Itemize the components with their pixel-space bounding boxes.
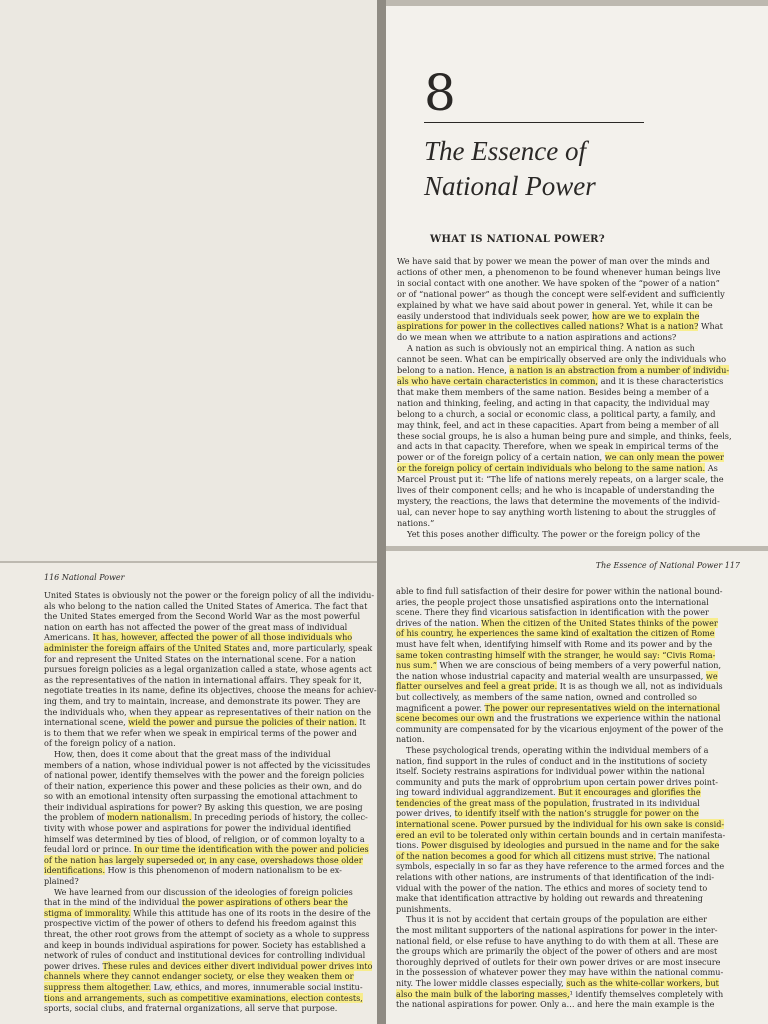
- running-head: The Essence of National Power 117: [595, 561, 740, 570]
- chapter-number: 8: [424, 64, 456, 122]
- highlighted-text: we: [705, 670, 718, 681]
- text-line: [44, 654, 362, 665]
- text-line: [44, 738, 362, 749]
- book-gutter: [377, 0, 386, 1024]
- text-line: [44, 865, 362, 876]
- text-line: [44, 770, 365, 781]
- text-segment: What: [698, 321, 723, 332]
- highlighted-text: suppress them altogether.: [44, 981, 152, 992]
- text-segment: We have said that by power we mean the power of man over the minds and: [397, 256, 710, 266]
- text-segment: explained by what we have said about power in general. Yet, while it can be: [397, 299, 713, 310]
- text-line: [396, 893, 736, 904]
- text-line: [396, 914, 736, 925]
- chapter-title: [424, 134, 744, 204]
- text-line: [44, 632, 362, 643]
- highlighted-text: aspirations for power in the collectives called nations? What is a nation?: [397, 321, 699, 332]
- text-segment: belong to a church, a social or economic class, a political party, a family, and: [397, 408, 716, 419]
- text-line: [396, 904, 736, 915]
- text-line: [396, 787, 736, 798]
- text-segment: nation and thinking, feeling, and acting in that capacity, the individual may: [397, 397, 710, 408]
- text-segment: must have felt when, identifying himself with Rome and its power and by the: [396, 638, 713, 649]
- text-segment: the problem of: [44, 812, 107, 823]
- text-line: [397, 256, 747, 267]
- text-segment: ual, can never hope to say anything worth listening to about the struggles of: [397, 506, 716, 517]
- text-segment: or of “national power” as though the concept were self-evident and sufficiently: [397, 288, 725, 299]
- text-line: [44, 939, 366, 951]
- text-segment: easily understood that individuals seek power,: [397, 310, 592, 321]
- text-line: [397, 311, 747, 322]
- text-segment: ing toward individual aggrandizement.: [396, 787, 559, 798]
- text-segment: belong to a nation. Hence,: [397, 365, 510, 376]
- text-segment: nity. The lower middle classes especially,: [396, 977, 567, 988]
- text-segment: for and represent the United States on the international scene. For a nation: [44, 653, 356, 664]
- text-line: [44, 823, 362, 834]
- text-segment: and acts in that capacity. Therefore, when we speak in empirical terms of the: [397, 441, 719, 452]
- highlighted-text: stigma of immorality.: [44, 907, 131, 918]
- text-segment: make that identification attractive by holding out rewards and threatening: [396, 893, 703, 904]
- text-line: [396, 925, 736, 936]
- text-line: [396, 872, 736, 883]
- highlighted-text: same token contrasting himself with the stranger, he would say: “Civis Roma-: [396, 649, 716, 660]
- text-line: [44, 844, 369, 855]
- text-line: [396, 946, 736, 957]
- text-line: [44, 887, 362, 898]
- text-segment: thoroughly deprived of outlets for their own power drives or are most insecure: [396, 956, 721, 967]
- text-segment: symbols, especially in so far as they have reference to the armed forces and the: [396, 861, 725, 872]
- text-segment: It is as though we all, not as individuals: [557, 681, 723, 692]
- text-segment: Marcel Proust put it: “The life of nations merely repeats, on a larger scale, the: [397, 474, 724, 485]
- text-line: [44, 664, 372, 675]
- text-line: [396, 597, 736, 608]
- chapter-opening-page: [386, 6, 768, 546]
- text-segment: himself was determined by ties of blood, of religion, or of common loyalty to a: [44, 833, 365, 844]
- text-segment: mystery, the reactions, the laws that determine the movements of the individ-: [397, 495, 720, 506]
- text-segment: United States is obviously not the power or the foreign policy of all the individu-: [44, 590, 375, 600]
- text-segment: lives of their component cells; and he who is incapable of understanding the: [397, 485, 715, 496]
- text-line: [44, 600, 368, 612]
- text-segment: scene. There they find vicarious satisfaction in identification with the power: [396, 607, 709, 618]
- text-line: [397, 354, 747, 365]
- text-line: [396, 734, 736, 745]
- text-line: [396, 756, 736, 767]
- text-line: [396, 671, 736, 682]
- text-line: [44, 833, 365, 845]
- text-line: [396, 830, 736, 841]
- text-line: [396, 692, 736, 703]
- text-segment: As: [705, 463, 718, 474]
- text-line: [44, 812, 368, 823]
- text-segment: drives of the nation.: [396, 617, 482, 628]
- text-segment: that make them members of the same nation. Besides being a member of a: [397, 386, 709, 397]
- text-segment: of the foreign policy of a nation.: [44, 738, 176, 749]
- text-segment: the most militant supporters of the national aspirations for power in the inter-: [396, 925, 718, 935]
- text-segment: international scene,: [44, 717, 129, 728]
- text-segment: While this attitude has one of its roots in the desire of the: [130, 907, 371, 918]
- text-segment: the groups which are primarily the object of the power of others and are most: [396, 946, 718, 957]
- text-line: [44, 781, 362, 792]
- text-line: [396, 819, 736, 830]
- text-line: [396, 989, 736, 1000]
- body-text: [44, 590, 377, 1014]
- text-line: [44, 1003, 362, 1014]
- text-line: [396, 745, 736, 756]
- highlighted-text: modern nationalism.: [107, 812, 192, 823]
- body-text: [396, 586, 736, 1010]
- section-heading: WHAT IS NATIONAL POWER?: [430, 234, 605, 245]
- text-segment: nation, find support in the rules of conduct and in the institutions of society: [396, 755, 708, 766]
- text-segment: do we mean when we attribute to a nation aspirations and actions?: [397, 332, 677, 343]
- text-line: [396, 724, 736, 735]
- text-line: [397, 376, 747, 387]
- text-line: [397, 365, 747, 376]
- text-segment: community and puts the mark of opprobrium upon certain power drives point-: [396, 776, 719, 787]
- highlighted-text: ered an evil to be tolerated only within certain bounds: [396, 829, 620, 840]
- text-segment: pursues foreign policies as a legal organization called a state, whose agents act: [44, 664, 372, 675]
- text-line: [397, 343, 747, 354]
- text-segment: Yet this poses another difficulty. The power or the foreign policy of the: [407, 528, 701, 539]
- text-segment: the nation whose industrial capacity and material wealth are unsurpassed,: [396, 670, 706, 681]
- text-segment: these social groups, he is also a human being pure and simple, and thinks, feels,: [397, 430, 732, 441]
- text-segment: relations with other nations, are instruments of that identification of the indi-: [396, 872, 715, 883]
- text-segment: vidual with the power of the nation. The ethics and mores of society tend to: [396, 882, 708, 893]
- text-segment: These psychological trends, operating within the individual members of a: [406, 744, 709, 755]
- text-line: [396, 639, 736, 650]
- text-line: [44, 960, 373, 972]
- highlighted-text: als who have certain characteristics in common,: [397, 375, 598, 386]
- highlighted-text: tendencies of the great mass of the population,: [396, 797, 590, 808]
- text-line: [396, 713, 736, 724]
- text-line: [44, 993, 362, 1004]
- highlighted-text: identifications.: [44, 865, 106, 876]
- text-line: [396, 798, 736, 809]
- highlighted-text: But it encourages and glorifies the: [558, 787, 701, 798]
- text-line: [397, 289, 747, 300]
- text-segment: able to find full satisfaction of their desire for power within the national bound-: [396, 586, 723, 596]
- text-line: [44, 749, 362, 760]
- text-segment: magnificent a power.: [396, 702, 485, 713]
- highlighted-text: nus sum.”: [396, 660, 437, 671]
- highlighted-text: administer the foreign affairs of the United States: [44, 642, 250, 653]
- text-line: [44, 728, 362, 739]
- text-segment: prospective victim of the power of others to defend his freedom against this: [44, 918, 357, 929]
- highlighted-text: a nation is an abstraction from a number of individu-: [509, 365, 730, 376]
- highlighted-text: of his country, he experiences the same kind of exaltation the citizen of Rome: [396, 628, 715, 639]
- text-segment: actions of other men, a phenomenon to be found whenever human beings live: [397, 266, 721, 277]
- text-line: [397, 474, 747, 485]
- text-segment: members of a nation, whose individual power is not affected by the vicissitudes: [44, 759, 371, 770]
- highlighted-text: scene becomes our own: [396, 713, 495, 724]
- text-segment: ¹ identify themselves completely with: [569, 988, 724, 999]
- text-line: [397, 398, 747, 409]
- text-line: [396, 586, 736, 597]
- text-segment: tions.: [396, 840, 422, 851]
- highlighted-text: international scene. Power pursued by the individual for his own sake is consid-: [396, 819, 725, 830]
- highlighted-text: These rules and devices either divert individual power drives into: [102, 960, 373, 971]
- highlighted-text: to identify itself with the nation’s struggle for power on the: [454, 808, 699, 819]
- text-line: [44, 590, 375, 601]
- highlighted-text: or the foreign policy of certain individuals who belong to the same nation.: [397, 463, 706, 474]
- text-line: [44, 759, 371, 771]
- text-segment: the national aspirations for power. Only a… and here the main example is the: [396, 999, 715, 1010]
- text-segment: When we are conscious of being members of a very powerful nation,: [436, 660, 722, 671]
- text-line: [44, 971, 362, 982]
- text-segment: and keep in bounds individual aspirations for power. Society has established a: [44, 939, 366, 950]
- text-segment: itself. Society restrains aspirations for individual power within the national: [396, 766, 705, 777]
- text-line: [44, 855, 362, 866]
- text-segment: Americans.: [44, 632, 93, 643]
- body-text: [397, 256, 747, 540]
- text-line: [396, 999, 736, 1010]
- text-line: [396, 777, 736, 788]
- text-segment: of national power, identify themselves with the power and the foreign policies: [44, 770, 365, 781]
- highlighted-text: wield the power and pursue the policies of their nation.: [128, 717, 357, 728]
- text-segment: How is this phenomenon of modern nationalism to be ex-: [105, 865, 342, 876]
- text-line: [397, 485, 747, 496]
- running-head: 116 National Power: [44, 573, 125, 582]
- text-segment: power drives.: [44, 960, 103, 971]
- text-line: [396, 957, 736, 968]
- text-segment: How, then, does it come about that the great mass of the individual: [54, 748, 331, 759]
- blank-page-top-left: [0, 0, 377, 561]
- text-line: [44, 950, 366, 961]
- highlighted-text: When the citizen of the United States thinks of the power: [481, 617, 718, 628]
- text-line: [397, 300, 747, 311]
- text-segment: We have learned from our discussion of the ideologies of foreign policies: [54, 886, 353, 897]
- text-line: [44, 918, 362, 929]
- text-line: [44, 717, 366, 728]
- text-segment: Law, ethics, and mores, innumerable social institu-: [151, 981, 363, 992]
- text-segment: is to them that we refer when we speak in empirical terms of the power and: [44, 727, 357, 738]
- text-segment: als who belong to the nation called the United States of America. The fact that: [44, 600, 368, 611]
- text-segment: frustrated in its individual: [589, 797, 700, 808]
- text-segment: and the frustrations we experience within the national: [494, 713, 721, 724]
- text-line: [397, 431, 747, 442]
- highlighted-text: such as the white-collar workers, but: [566, 977, 719, 988]
- text-line: [397, 321, 747, 332]
- text-segment: community are compensated for by the vicarious enjoyment of the power of the: [396, 723, 724, 734]
- page-117: [383, 551, 768, 1024]
- text-segment: Thus it is not by accident that certain groups of the population are either: [406, 914, 707, 925]
- text-segment: cannot be seen. What can be empirically observed are only the individuals who: [397, 354, 727, 365]
- text-segment: network of rules of conduct and institutional devices for controlling individual: [44, 950, 366, 961]
- text-line: [44, 706, 372, 718]
- text-segment: and it is these characteristics: [598, 375, 724, 386]
- text-line: [44, 876, 362, 887]
- highlighted-text: the power aspirations of others bear the: [181, 897, 348, 908]
- text-segment: punishments.: [396, 903, 452, 914]
- text-segment: but collectively, as members of the same nation, owned and controlled so: [396, 691, 697, 702]
- highlighted-text: of the nation has largely superseded or, in any case, overshadows those older: [44, 854, 363, 865]
- text-line: [44, 929, 370, 940]
- text-segment: In preceding periods of history, the collec-: [191, 812, 368, 823]
- text-line: [44, 982, 362, 993]
- text-segment: power drives,: [396, 808, 455, 819]
- text-line: [396, 660, 736, 671]
- text-line: [396, 840, 736, 851]
- highlighted-text: In our time the identification with the power and policies: [133, 844, 369, 855]
- text-line: [397, 387, 747, 398]
- page-116: [0, 563, 377, 1024]
- text-line: [396, 607, 736, 618]
- text-line: [44, 897, 362, 908]
- highlighted-text: of the nation becomes a good for which all citizens must strive.: [396, 850, 657, 861]
- chapter-title-line: National Power: [424, 171, 596, 201]
- text-segment: plained?: [44, 876, 79, 887]
- text-segment: It: [356, 717, 366, 728]
- text-segment: the individuals who, when they appear as representatives of their nation on the: [44, 706, 372, 717]
- text-segment: A nation as such is obviously not an empirical thing. A nation as such: [407, 343, 695, 354]
- highlighted-text: how are we to explain the: [591, 310, 700, 321]
- text-line: [396, 650, 736, 661]
- text-segment: and in certain manifesta-: [619, 829, 726, 840]
- text-segment: as the representatives of the nation in international affairs. They speak for it,: [44, 674, 362, 685]
- text-line: [396, 967, 736, 978]
- text-line: [397, 452, 747, 463]
- text-line: [44, 685, 377, 696]
- text-line: [396, 681, 736, 692]
- highlighted-text: we can only mean the power: [604, 452, 724, 463]
- text-line: [396, 978, 736, 989]
- text-segment: sports, social clubs, and fraternal organizations, all serve that purpose.: [44, 1003, 338, 1014]
- text-line: [44, 622, 362, 633]
- text-line: [396, 883, 736, 894]
- text-line: [397, 278, 747, 289]
- chapter-rule: [424, 122, 644, 123]
- text-line: [397, 529, 747, 540]
- text-segment: their individual aspirations for power? By asking this question, we are posing: [44, 801, 363, 812]
- text-line: [44, 791, 362, 802]
- text-line: [44, 907, 371, 919]
- text-segment: negotiate treaties in its name, define its objectives, choose the means for achiev-: [44, 685, 377, 696]
- text-line: [396, 618, 736, 629]
- text-segment: of their nation, experience this power and these policies as their own, and do: [44, 780, 362, 791]
- text-segment: ing them, and try to maintain, increase, and demonstrate its power. They are: [44, 695, 361, 706]
- text-line: [396, 628, 736, 639]
- text-line: [397, 507, 747, 518]
- highlighted-text: also the main bulk of the laboring masses,: [396, 988, 570, 999]
- text-segment: and, more particularly, speak: [249, 642, 373, 653]
- text-segment: national field, or else refuse to have anything to do with them at all. These are: [396, 935, 719, 946]
- text-line: [44, 642, 373, 654]
- text-line: [397, 496, 747, 507]
- text-segment: tivity with whose power and aspirations for power the individual identified: [44, 823, 352, 834]
- text-segment: nation on earth has not affected the power of the great mass of individual: [44, 621, 348, 632]
- highlighted-text: Power disguised by ideologies and pursued in the name and for the sake: [421, 840, 720, 851]
- text-segment: The national: [656, 850, 710, 861]
- text-line: [396, 861, 736, 872]
- text-line: [396, 766, 736, 777]
- text-segment: may think, feel, and act in these capacities. Apart from being a member of all: [397, 419, 719, 430]
- text-segment: that in the mind of the individual: [44, 897, 182, 908]
- text-line: [396, 703, 736, 714]
- text-segment: nations.”: [397, 517, 435, 528]
- chapter-title-line: The Essence of: [424, 136, 586, 166]
- text-line: [397, 267, 747, 278]
- highlighted-text: flatter ourselves and feel a great pride.: [396, 681, 558, 692]
- text-segment: threat, the other root grows from the attempt of society as a whole to suppress: [44, 929, 370, 939]
- highlighted-text: channels where they cannot endanger society, or else they weaken them or: [44, 971, 354, 982]
- text-segment: aries, the people project those unsatisfied aspirations onto the international: [396, 596, 709, 607]
- text-line: [397, 463, 747, 474]
- text-line: [44, 675, 362, 686]
- text-segment: the United States emerged from the Second World War as the most powerful: [44, 611, 361, 622]
- text-segment: so with an emotional intensity often surpassing the emotional attachment to: [44, 791, 358, 802]
- text-line: [396, 936, 736, 947]
- text-line: [396, 808, 736, 819]
- text-line: [396, 851, 736, 862]
- highlighted-text: tions and arrangements, such as competitive examinations, election contests,: [44, 992, 363, 1003]
- text-line: [44, 802, 362, 813]
- text-line: [397, 518, 747, 529]
- highlighted-text: It has, however, affected the power of all those individuals who: [92, 632, 353, 643]
- text-line: [397, 420, 747, 431]
- text-line: [397, 409, 747, 420]
- text-segment: power or of the foreign policy of a certain nation,: [397, 452, 605, 463]
- text-segment: in social contact with one another. We have spoken of the “power of a nation”: [397, 277, 720, 288]
- highlighted-text: The power our representatives wield on the international: [484, 702, 721, 713]
- text-line: [44, 611, 362, 622]
- text-line: [397, 332, 747, 343]
- text-segment: feudal lord or prince.: [44, 844, 134, 855]
- text-line: [44, 696, 362, 707]
- text-line: [397, 441, 747, 452]
- text-segment: in the possession of whatever power they may have within the national commu-: [396, 967, 724, 978]
- text-segment: nation.: [396, 734, 425, 745]
